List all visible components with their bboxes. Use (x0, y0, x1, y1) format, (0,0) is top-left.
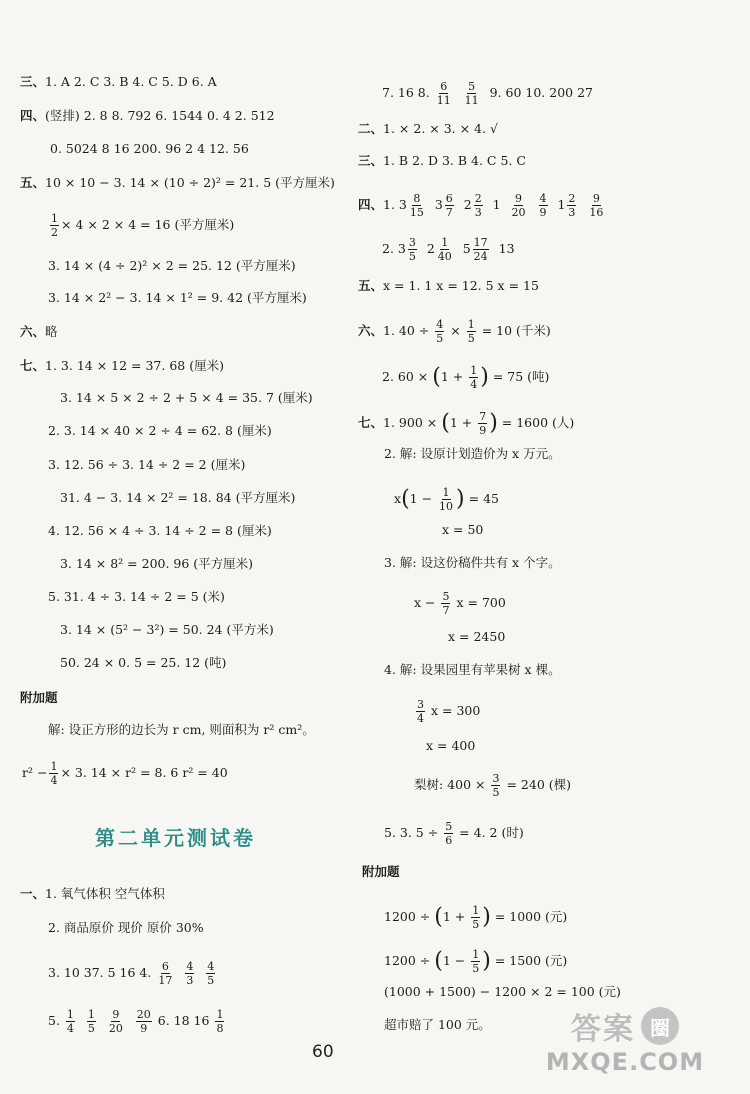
left-sec7-line3: 2. 3. 14 × 40 × 2 ÷ 4 = 62. 8 (厘米) (48, 423, 272, 438)
answer-text: 1. B 2. D 3. B 4. C 5. C (383, 153, 526, 168)
unit2-sec1-line1 (20, 886, 165, 902)
left-sec3 (20, 74, 217, 90)
fraction: $\frac{1}{4}$ (66, 1008, 74, 1035)
right-sec4-line1: 四、1. 3 $\frac{8}{15}$ 3 $\frac{6}{7}$ 2 $\frac{2}{3}$ 1 $\frac{9}{20}$ $\frac{4}{9}$ 1 $\frac{2}{3}$ $\frac{9}{16}$ (358, 192, 604, 219)
left-sec7-line5: 31. 4 − 3. 14 × 2² = 18. 84 (平方厘米) (60, 490, 296, 505)
section-label: 七、 (20, 358, 46, 373)
right-sec7-line2: 2. 解: 设原计划造价为 x 万元。 (384, 446, 561, 461)
answer-text: 10 × 10 − 3. 14 × (10 ÷ 2)² = 21. 5 (平方厘米) (45, 175, 335, 190)
left-sec5-line4: 3. 14 × 2² − 3. 14 × 1² = 9. 42 (平方厘米) (48, 290, 307, 305)
section-label: 三、 (20, 74, 46, 89)
fraction: $\frac{1}{5}$ (472, 904, 480, 931)
watermark-url: MXQE.COM (545, 1048, 705, 1076)
answer-text: 1. 3. 14 × 12 = 37. 68 (厘米) (45, 358, 224, 373)
fraction: $\frac{4}{5}$ (207, 960, 215, 987)
fraction: $\frac{3}{5}$ (492, 772, 500, 799)
right-extra-heading: 附加题 (362, 864, 400, 879)
right-extra-line3: (1000 + 1500) − 1200 × 2 = 100 (元) (384, 984, 621, 999)
section-label: 五、 (358, 278, 384, 293)
fraction: $\frac{1}{5}$ (87, 1008, 95, 1035)
right-top-line: 7. 16 8. $\frac{6}{11}$ $\frac{5}{11}$ 9. 60 10. 200 27 (382, 80, 593, 107)
section-label: 四、 (358, 197, 384, 212)
watermark-circle-icon: 圈 (641, 1007, 679, 1045)
left-sec7-line1 (20, 358, 224, 374)
right-extra-line1: 1200 ÷ (1 + $\frac{1}{5}$ ) = 1000 (元) (384, 904, 568, 931)
unit2-sec1-line2: 2. 商品原价 现价 原价 30% (48, 920, 204, 935)
fraction: $\frac{6}{11}$ (436, 80, 451, 107)
section-label: 三、 (358, 153, 384, 168)
section-label: 四、 (20, 108, 46, 123)
right-sec7-line4: x = 50 (442, 522, 484, 537)
left-sec5-line1 (20, 175, 335, 191)
left-sec7-line9: 3. 14 × (5² − 3²) = 50. 24 (平方米) (60, 622, 274, 637)
fraction: $\frac{2}{3}$ (568, 192, 576, 219)
section-label: 五、 (20, 175, 46, 190)
left-extra-heading: 附加题 (20, 690, 58, 705)
fraction: $\frac{4}{3}$ (186, 960, 194, 987)
unit-title: 第二单元测试卷 (95, 826, 256, 850)
left-sec4-line1 (20, 108, 275, 124)
left-extra-line2: r² − $\frac{1}{4}$ × 3. 14 × r² = 8. 6 r² = 40 (22, 760, 228, 787)
page-number: 60 (312, 1042, 334, 1062)
right-sec4-line2: 2. 3 $\frac{3}{5}$ 2 $\frac{1}{40}$ 5 $\frac{17}{24}$ 13 (382, 236, 515, 263)
right-sec7-line1: 七、1. 900 × (1 + $\frac{7}{9}$ ) = 1600 (人) (358, 410, 575, 437)
fraction: $\frac{1}{40}$ (437, 236, 452, 263)
fraction: $\frac{4}{5}$ (436, 318, 444, 345)
fraction: $\frac{3}{5}$ (408, 236, 416, 263)
left-sec7-line10: 50. 24 × 0. 5 = 25. 12 (吨) (60, 655, 227, 670)
fraction: $\frac{1}{10}$ (439, 486, 454, 513)
left-sec5-line3: 3. 14 × (4 ÷ 2)² × 2 = 25. 12 (平方厘米) (48, 258, 296, 273)
fraction: $\frac{5}{7}$ (442, 590, 450, 617)
fraction: $\frac{17}{24}$ (473, 236, 488, 263)
fraction: $\frac{1}{8}$ (216, 1008, 224, 1035)
fraction: $\frac{6}{7}$ (445, 192, 453, 219)
answer-text: 1. A 2. C 3. B 4. C 5. D 6. A (45, 74, 217, 89)
fraction: $\frac{1}{5}$ (467, 318, 475, 345)
left-sec6 (20, 324, 58, 340)
fraction: $\frac{9}{20}$ (511, 192, 526, 219)
left-sec7-line6: 4. 12. 56 × 4 ÷ 3. 14 ÷ 2 = 8 (厘米) (48, 523, 272, 538)
answer-text: (竖排) 2. 8 8. 792 6. 1544 0. 4 2. 512 (45, 108, 275, 123)
fraction: $\frac{1}{2}$ (51, 212, 58, 239)
watermark-glyphs: 答案 (571, 1012, 635, 1047)
answer-text: 略 (45, 324, 58, 339)
left-sec7-line7: 3. 14 × 8² = 200. 96 (平方厘米) (60, 556, 254, 571)
right-sec6-line2: 2. 60 × (1 + $\frac{1}{4}$ ) = 75 (吨) (382, 364, 550, 391)
right-extra-line2: 1200 ÷ (1 − $\frac{1}{5}$ ) = 1500 (元) (384, 948, 568, 975)
right-sec2 (358, 121, 498, 137)
section-label: 二、 (358, 121, 384, 136)
section-label: 一、 (20, 886, 46, 901)
fraction: $\frac{3}{4}$ (417, 698, 424, 725)
right-sec7-line12: 5. 3. 5 ÷ $\frac{5}{6}$ = 4. 2 (时) (384, 820, 524, 847)
fraction: $\frac{9}{16}$ (589, 192, 604, 219)
section-label: 六、 (20, 324, 46, 339)
section-label: 六、 (358, 323, 384, 338)
fraction: $\frac{4}{9}$ (539, 192, 547, 219)
right-sec7-line5: 3. 解: 设这份稿件共有 x 个字。 (384, 555, 561, 570)
right-sec7-line10: x = 400 (426, 738, 476, 753)
right-sec7-line11: 梨树: 400 × $\frac{3}{5}$ = 240 (棵) (414, 772, 572, 799)
fraction: $\frac{9}{20}$ (108, 1008, 123, 1035)
right-sec7-line9: $\frac{3}{4}$ x = 300 (417, 698, 481, 725)
answer-text: x = 1. 1 x = 12. 5 x = 15 (383, 278, 539, 293)
fraction: $\frac{5}{6}$ (445, 820, 453, 847)
left-extra-line1: 解: 设正方形的边长为 r cm, 则面积为 r² cm²。 (48, 722, 315, 737)
right-sec7-line8: 4. 解: 设果园里有苹果树 x 棵。 (384, 662, 561, 677)
left-sec5-line2: $\frac{1}{2}$ × 4 × 2 × 4 = 16 (平方厘米) (51, 212, 235, 239)
right-sec3 (358, 153, 526, 169)
right-sec6-line1: 六、1. 40 ÷ $\frac{4}{5}$ × $\frac{1}{5}$ = 10 (千米) (358, 318, 551, 345)
fraction: $\frac{8}{15}$ (409, 192, 424, 219)
fraction: $\frac{5}{11}$ (464, 80, 479, 107)
fraction: $\frac{2}{3}$ (474, 192, 482, 219)
fraction: $\frac{1}{4}$ (50, 760, 58, 787)
unit2-sec1-line4: 5. $\frac{1}{4}$ $\frac{1}{5}$ $\frac{9}{20}$ $\frac{20}{9}$ 6. 18 16 $\frac{1}{8}$ (48, 1008, 224, 1035)
fraction: $\frac{7}{9}$ (479, 410, 487, 437)
answer-text: 1. 氧气体积 空气体积 (45, 886, 165, 901)
fraction: $\frac{1}{5}$ (472, 948, 480, 975)
left-sec4-line2: 0. 5024 8 16 200. 96 2 4 12. 56 (50, 141, 249, 156)
right-extra-line4: 超市赔了 100 元。 (384, 1017, 491, 1032)
section-label: 七、 (358, 415, 384, 430)
left-sec7-line8: 5. 31. 4 ÷ 3. 14 ÷ 2 = 5 (米) (48, 589, 225, 604)
watermark-logo (520, 1004, 730, 1084)
answer-text: 1. × 2. × 3. × 4. √ (383, 121, 498, 136)
unit2-sec1-line3: 3. 10 37. 5 16 4. $\frac{6}{17}$ $\frac{4}{3}$ $\frac{4}{5}$ (48, 960, 215, 987)
fraction: $\frac{6}{17}$ (158, 960, 173, 987)
left-sec7-line4: 3. 12. 56 ÷ 3. 14 ÷ 2 = 2 (厘米) (48, 457, 246, 472)
fraction: $\frac{20}{9}$ (136, 1008, 151, 1035)
right-sec7-line6: x − $\frac{5}{7}$ x = 700 (414, 590, 506, 617)
right-sec7-line7: x = 2450 (448, 629, 506, 644)
left-sec7-line2: 3. 14 × 5 × 2 ÷ 2 + 5 × 4 = 35. 7 (厘米) (60, 390, 313, 405)
right-sec5 (358, 278, 539, 294)
fraction: $\frac{1}{4}$ (470, 364, 478, 391)
right-sec7-line3: x(1 − $\frac{1}{10}$ ) = 45 (394, 486, 499, 513)
